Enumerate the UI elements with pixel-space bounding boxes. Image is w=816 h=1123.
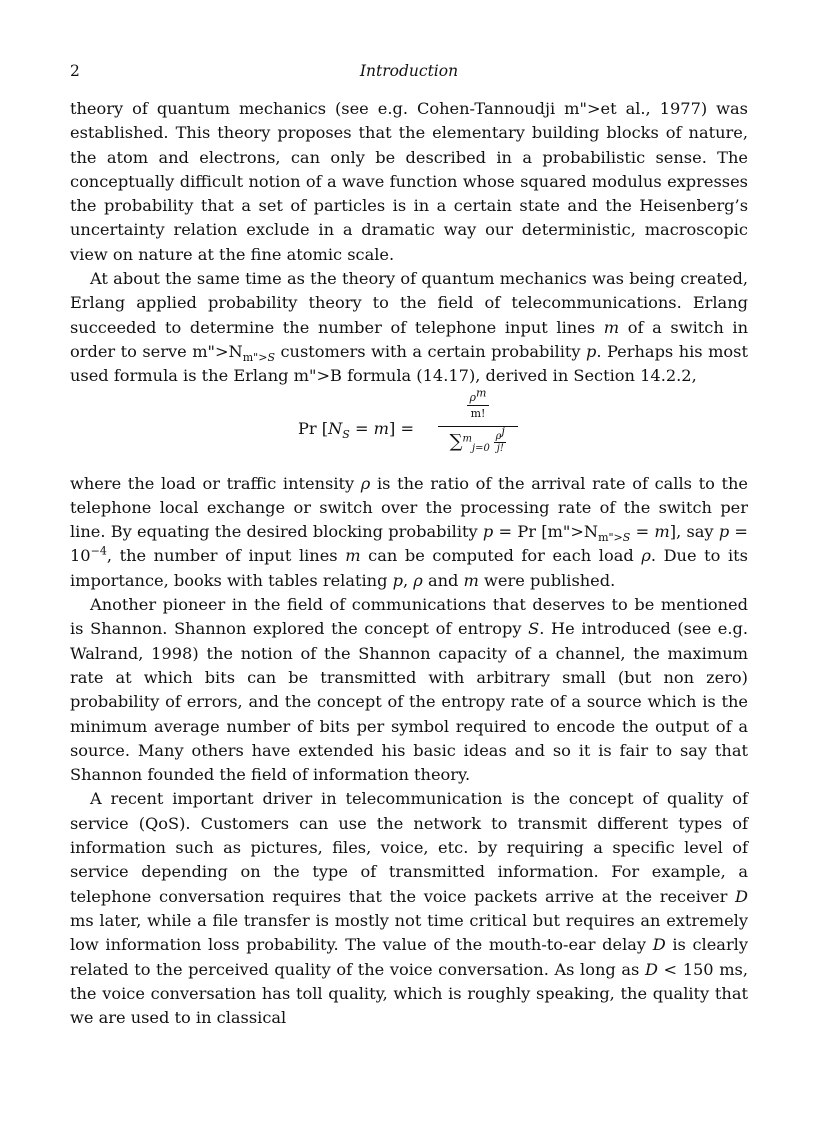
formula-lhs: Pr $[N_S = m]$ = — [298, 418, 415, 441]
running-title: Introduction — [359, 62, 459, 80]
formula-fraction: $\rho^m$ m! $\sum^m_{j=0} \frac{\rho^j}{j!}$ — [438, 391, 518, 420]
paragraph-quantum: theory of quantum mechanics (see e.g. Cohen-Tannoudji m">et al., 1977) was established. This theory proposes that the elementary building blocks of nature, the atom and electrons, can only be described in a probabilistic sense. The conceptually difficult notion of a wave function whose squared modulus expresses the probability that a set of particles is in a certain state and the Heisenberg’s uncertainty relation exclude in a dramatic way our deterministic, macroscopic view on nature at the fine atomic scale. — [70, 99, 748, 264]
paragraph-qos: A recent important driver in telecommunication is the concept of quality of service (QoS). Customers can use the network to transmit different types of information such as pictures, files, voice, etc. by requiring a specific level of service depending on the type of transmitted information. For example, a telephone conversation requires that the voice packets arrive at the receiver D ms later, while a file transfer is mostly not time critical but requires an extremely low information loss probability. The value of the mouth-to-ear delay D is clearly related to the perceived quality of the voice conversation. As long as D < 150 ms, the voice conversation has toll quality, which is roughly speaking, the quality that we are used to in classical — [70, 789, 749, 1028]
paragraph-shannon: Another pioneer in the field of communications that deserves to be mentioned is Shannon. Shannon explored the concept of entropy S. He introduced (see e.g. Walrand, 1998) the notion of the Shannon capacity of a channel, the maximum rate at which bits can be transmitted with arbitrary small (but non zero) probability of errors, and the concept of the entropy rate of a source which is the minimum average number of bits per symbol required to encode the output of a source. Many others have extended his basic ideas and so it is fair to say that Shannon founded the field of information theory. — [70, 595, 749, 785]
paragraph-load: where the load or traffic intensity ρ is the ratio of the arrival rate of calls to the telephone local exchange or switch over the processing rate of the switch per line. By equating the desired blocking probability p = Pr $[m">N_{m">S} = m]$, say $p = 10^{-4}$, the number of input lines m can be computed for each load ρ. Due to its importance, books with tables relating p, ρ and m were published. — [70, 473, 748, 590]
erlang-b-formula — [70, 385, 748, 472]
paragraph-erlang: At about the same time as the theory of quantum mechanics was being created, Erlang applied probability theory to the field of telecommunications. Erlang succeeded to determine the number of telephone input lines m of a switch in order to serve $m">N_{m">S}$ customers with a certain probability p. Perhaps his most used formula is the Erlang m">B formula (14.17), derived in Section 14.2.2, — [70, 269, 748, 386]
body-text — [70, 97, 748, 1030]
page-header — [70, 62, 748, 84]
page-number: 2 — [70, 62, 80, 80]
